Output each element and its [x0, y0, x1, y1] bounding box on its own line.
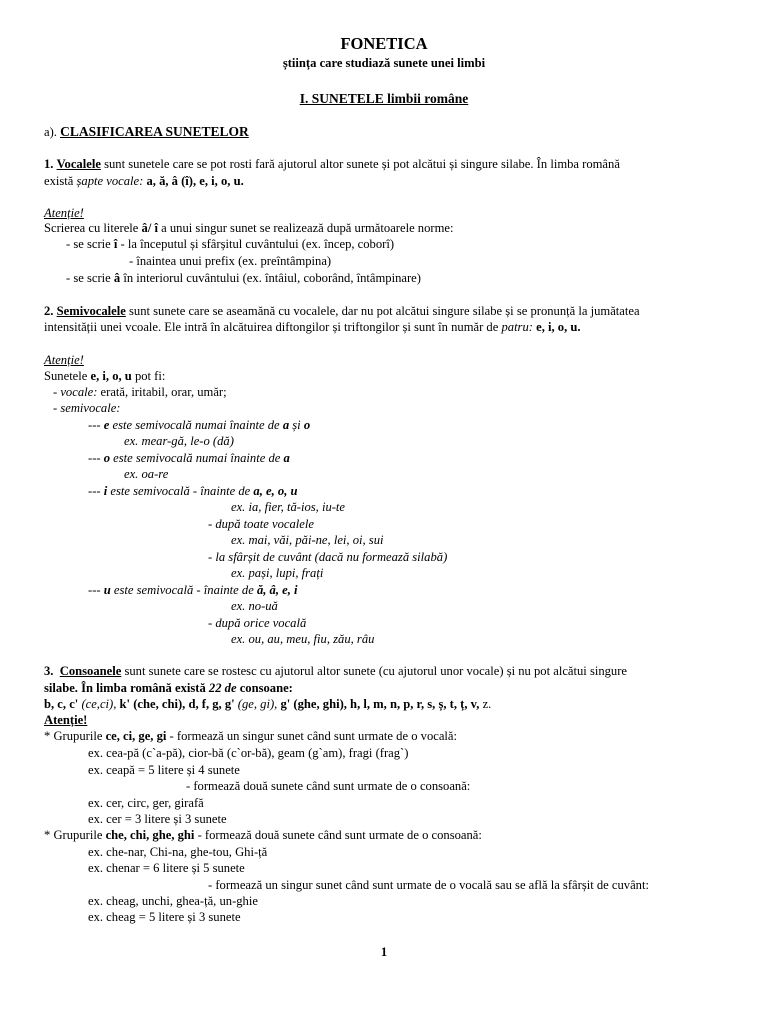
note-text: în interiorul cuvântului (ex. întâiul, coborând, întâmpinare) — [120, 271, 421, 285]
rule-letter: o — [303, 418, 311, 432]
consoane-number: 3. — [44, 664, 54, 678]
note-line — [44, 369, 165, 385]
note-line: - înaintea unui prefix (ex. preîntâmpina) — [129, 254, 332, 268]
example-line: ex. cer, circ, ger, girafă — [88, 796, 204, 810]
group-text: * Grupurile — [44, 828, 106, 842]
rule-text: --- — [88, 418, 104, 432]
vocale-line-2 — [44, 174, 244, 190]
example-line: ex. cer = 3 litere și 3 sunete — [88, 812, 227, 826]
consoane-note: (ge, gi), — [237, 697, 278, 711]
rule-letter: i — [103, 484, 108, 498]
rule-text: este semivocală - înainte de — [107, 484, 254, 498]
vocale-text: există — [44, 174, 77, 188]
consoane-text: consoane: — [236, 681, 293, 695]
consoane-letters: k' (che, chi), d, f, g, g' — [116, 697, 238, 711]
semivocale-number: 2. — [44, 304, 54, 318]
rule-text: --- — [88, 583, 104, 597]
rule-letters: a, e, o, u — [253, 484, 298, 498]
semivocale-line-2 — [44, 320, 581, 336]
rule-text: este semivocală numai înainte de — [109, 418, 283, 432]
rule-letter: e — [103, 418, 110, 432]
group-text: - formează un singur sunet când sunt urmate de o vocală: — [166, 729, 458, 743]
group-rule — [44, 729, 457, 745]
semivocale-term: Semivocalele — [56, 304, 126, 318]
semivocale-text: intensității unei vcoale. Ele intră în alcătuirea diftongilor și triftongilor și sunt în număr de — [44, 320, 502, 334]
note-text: - se scrie — [66, 237, 114, 251]
group-text: * Grupurile — [44, 729, 106, 743]
vocale-line-1 — [44, 157, 620, 173]
rule-line: - la sfârșit de cuvânt (dacă nu formează silabă) — [208, 550, 448, 564]
example-line: ex. ia, fier, tă-ios, iu-te — [231, 500, 346, 514]
chapter-heading: I. SUNETELE limbii române — [299, 91, 469, 106]
group-letters: ce, ci, ge, gi — [105, 729, 167, 743]
consoane-note: (ce,ci), — [81, 697, 117, 711]
note-label: Atenție! — [44, 713, 88, 727]
example-line: ex. cheag = 5 litere și 3 sunete — [88, 910, 241, 924]
vocale-definition: sunt sunetele care se pot rosti fară ajutorul altor sunete și pot alcătui și singure silabe. În limba română — [100, 157, 620, 171]
vocale-number: 1. — [44, 157, 54, 171]
rule-u — [88, 583, 298, 599]
consoane-text: silabe. În limba română există — [44, 681, 209, 695]
rule-letter: a — [282, 418, 290, 432]
note-text: a unui singur sunet se realizează după următoarele norme: — [158, 221, 454, 235]
rule-e — [88, 418, 310, 434]
note-line — [44, 221, 453, 237]
group-letters: che, chi, ghe, ghi — [105, 828, 195, 842]
consoane-letters: b, c, c' — [44, 697, 82, 711]
rule-i — [88, 484, 298, 500]
note-text: - se scrie — [66, 271, 114, 285]
consoane-list — [44, 697, 491, 713]
rule-letter: o — [103, 451, 111, 465]
consoane-definition: sunt sunete care se rostesc cu ajutorul altor sunete (cu ajutorul unor vocale) și nu pot alcătui singure — [121, 664, 628, 678]
example-line: ex. che-nar, Chi-na, ghe-tou, Ghi-ță — [88, 845, 268, 859]
example-line: ex. oa-re — [124, 467, 169, 481]
rule-letter: u — [103, 583, 111, 597]
example-line: ex. chenar = 6 litere și 5 sunete — [88, 861, 245, 875]
example-line: ex. cheag, unchi, ghea-ță, un-ghie — [88, 894, 258, 908]
rule-line: - formează un singur sunet când sunt urmate de o vocală sau se află la sfârșit de cuvânt: — [208, 878, 649, 892]
consoane-line-2 — [44, 681, 293, 697]
example-line: ex. cea-pă (c`a-pă), cior-bă (c`or-bă), geam (g`am), fragi (frag`) — [88, 746, 409, 760]
note-text: Sunetele — [44, 369, 91, 383]
note-line — [66, 237, 394, 253]
vocale-count: șapte vocale: — [76, 174, 144, 188]
note-text: - la începutul și sfârșitul cuvântului (ex. încep, coborî) — [117, 237, 395, 251]
rule-text: este semivocală numai înainte de — [110, 451, 284, 465]
section-prefix: a). — [44, 125, 57, 139]
rule-text: --- — [88, 484, 104, 498]
group-text: - formează două sunete când sunt urmate de o consoană: — [194, 828, 482, 842]
rule-letters: ă, â, e, i — [256, 583, 298, 597]
example-line: ex. ou, au, meu, fiu, zău, râu — [231, 632, 375, 646]
rule-text: --- — [88, 451, 104, 465]
example-line: ex. ceapă = 5 litere și 4 sunete — [88, 763, 240, 777]
page-subtitle: știința care studiază sunete unei limbi — [282, 56, 486, 70]
semivocale-list: e, i, o, u. — [532, 320, 581, 334]
section-label: CLASIFICAREA SUNETELOR — [60, 124, 249, 139]
consoane-line-1 — [44, 664, 627, 680]
note-letter: â — [113, 271, 121, 285]
note-letters: e, i, o, u — [90, 369, 132, 383]
note-label: Atenție! — [44, 353, 84, 367]
note-term: vocale: — [60, 385, 98, 399]
note-line — [53, 385, 227, 401]
example-line: ex. pași, lupi, frați — [231, 566, 324, 580]
rule-text: este semivocală - înainte de — [110, 583, 257, 597]
rule-letter: a — [283, 451, 290, 465]
vocale-list: a, ă, â (î), e, i, o, u. — [143, 174, 244, 188]
example-line: ex. mai, văi, păi-ne, lei, oi, sui — [231, 533, 384, 547]
example-line: ex. no-uă — [231, 599, 278, 613]
note-line — [66, 271, 421, 287]
note-examples: erată, iritabil, orar, umăr; — [97, 385, 227, 399]
note-letters: â/ î — [141, 221, 158, 235]
consoane-count: 22 de — [208, 681, 237, 695]
page-number: 1 — [380, 945, 388, 959]
rule-line: - formează două sunete când sunt urmate de o consoană: — [186, 779, 471, 793]
note-line: - semivocale: — [53, 401, 121, 415]
consoane-letters: g' (ghe, ghi), h, l, m, n, p, r, s, ș, t, ț, v, — [277, 697, 483, 711]
semivocale-count: patru: — [501, 320, 533, 334]
rule-line: - după toate vocalele — [208, 517, 314, 531]
consoane-letters: z. — [482, 697, 492, 711]
page-title: FONETICA — [340, 34, 428, 53]
semivocale-definition: sunt sunete care se aseamănă cu vocalele, dar nu pot alcătui singure silabe și se pronunță la jumătatea — [125, 304, 640, 318]
rule-text: și — [289, 418, 304, 432]
note-text: Scrierea cu literele — [44, 221, 142, 235]
note-text: pot fi: — [131, 369, 166, 383]
consoane-term: Consoanele — [59, 664, 122, 678]
rule-o — [88, 451, 290, 467]
section-heading — [44, 124, 249, 141]
rule-line: - după orice vocală — [208, 616, 307, 630]
vocale-term: Vocalele — [56, 157, 101, 171]
example-line: ex. mear-gă, le-o (dă) — [124, 434, 234, 448]
note-label: Atenție! — [44, 206, 84, 220]
note-text: - — [53, 385, 61, 399]
note-letter: î — [113, 237, 118, 251]
group-rule — [44, 828, 482, 844]
semivocale-line-1 — [44, 304, 640, 320]
